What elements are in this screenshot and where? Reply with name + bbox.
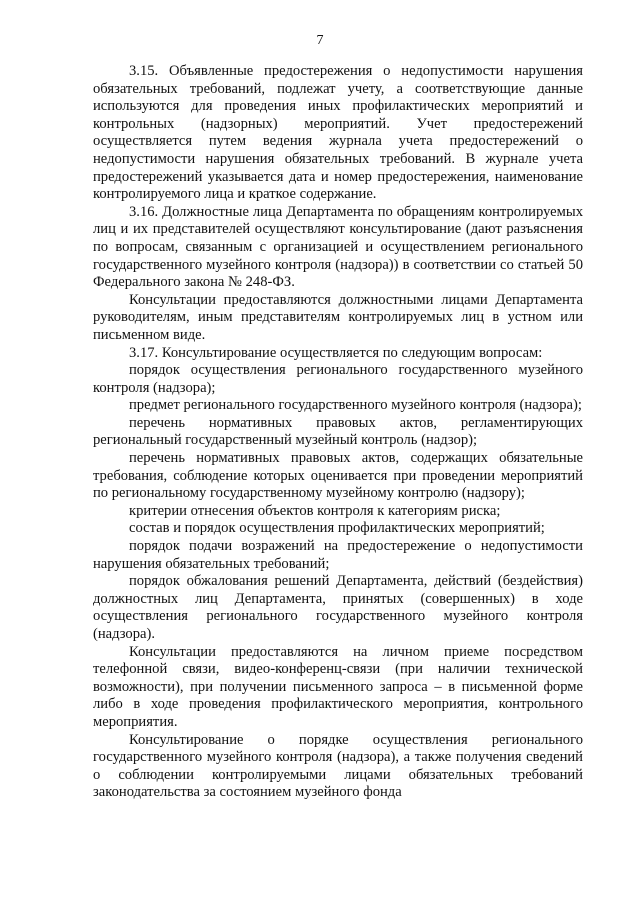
list-item: перечень нормативных правовых актов, содержащих обязательные требования, соблюдение которых оценивается при проведении мероприятий по региональному государственному музейному контролю (надзору); [93,450,583,502]
list-item: порядок подачи возражений на предостережение о недопустимости нарушения обязательных требований; [93,538,583,572]
list-item: предмет регионального государственного музейного контроля (надзора); [129,397,582,414]
paragraph-3-15: 3.15. Объявленные предостережения о недопустимости нарушения обязательных требований, подлежат учету, а соответствующие данные используются для проведения иных профилактических мероприятий и контрольных (надзорных) мероприятий. Учет предостережений осуществляется путем ведения журнала учета предостережений о недопустимости нарушения обязательных требований. В журнале учета предостережений указывается дата и номер предостережения, наименование контролируемого лица и краткое содержание. [93,63,583,203]
list-item: состав и порядок осуществления профилактических мероприятий; [129,520,545,537]
list-item: порядок обжалования решений Департамента, действий (бездействия) должностных лиц Департамента, принятых (совершенных) в ходе осуществления регионального государственного музейного контроля (надзора). [93,573,583,642]
paragraph-3-17: 3.17. Консультирование осуществляется по следующим вопросам: [129,344,543,361]
document-body [93,63,583,802]
list-item: критерии отнесения объектов контроля к категориям риска; [129,502,501,519]
paragraph-3-16: 3.16. Должностные лица Департамента по обращениям контролируемых лиц и их представителей осуществляют консультирование (дают разъяснения по вопросам, связанным с организацией и осуществлением регионального государственного музейного контроля (надзора)) в соответствии со статьей 50 Федерального закона № 248-ФЗ. [93,203,583,291]
paragraph-consultations-form: Консультации предоставляются должностными лицами Департамента руководителям, иным представителям контролируемых лиц в устном или письменном виде. [93,291,583,343]
paragraph-consultation-procedure: Консультирование о порядке осуществления регионального государственного музейного контроля (надзора), а также получения сведений о соблюдении контролируемыми лицами обязательных требований законодательства за состоянием музейного фонда [93,731,583,801]
paragraph-consultation-channels: Консультации предоставляются на личном приеме посредством телефонной связи, видео-конференц-связи (при наличии технической возможности), при получении письменного запроса – в письменной форме либо в ходе проведения профилактического мероприятия, контрольного мероприятия. [93,643,583,730]
page-number: 7 [316,33,324,48]
list-item: перечень нормативных правовых актов, регламентирующих региональный государственный музейный контроль (надзор); [93,414,583,449]
list-item: порядок осуществления регионального государственного музейного контроля (надзора); [93,362,583,396]
